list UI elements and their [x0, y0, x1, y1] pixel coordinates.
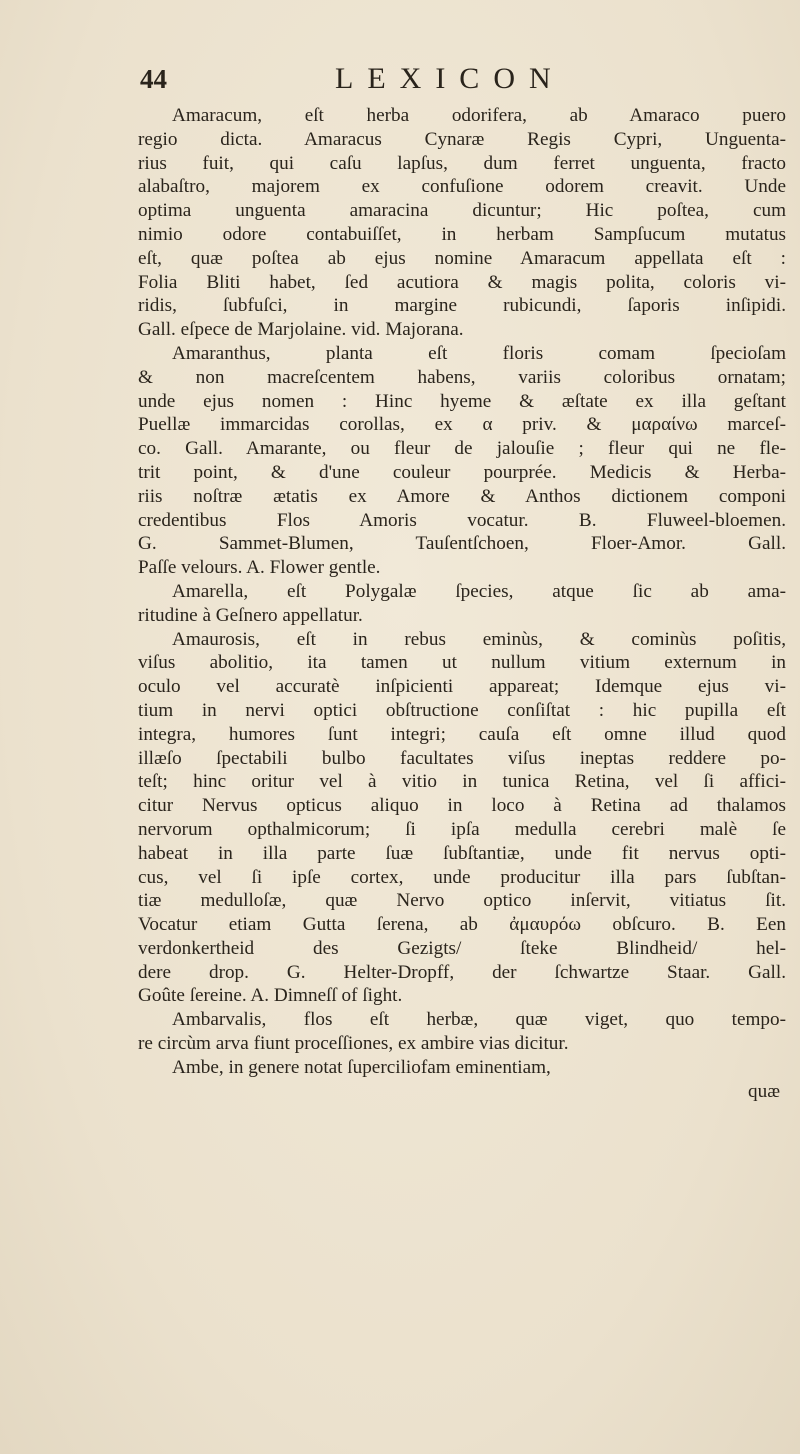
text-line: riis noſtræ ætatis ex Amore & Anthos dictionem componi: [138, 485, 786, 507]
text-line: habeat in illa parte ſuæ ſubſtantiæ, unde fit nervus opti-: [138, 842, 786, 864]
text-line: illæſo ſpectabili bulbo facultates viſus ineptas reddere po-: [138, 747, 786, 769]
text-line: dere drop. G. Helter-Dropff, der ſchwartze Staar. Gall.: [138, 961, 786, 983]
text-line: rius fuit, qui caſu lapſus, dum ferret unguenta, fracto: [138, 152, 786, 174]
text-line: viſus abolitio, ita tamen ut nullum vitium externum in: [138, 652, 786, 674]
text-line: credentibus Flos Amoris vocatur. B. Fluweel-bloemen.: [138, 509, 786, 531]
text-line: optima unguenta amaracina dicuntur; Hic poſtea, cum: [138, 200, 786, 222]
text-line: Folia Bliti habet, ſed acutiora & magis polita, coloris vi-: [138, 271, 786, 293]
text-line: Amaurosis, eſt in rebus eminùs, & cominùs poſitis,: [172, 628, 786, 650]
page-header: [140, 62, 760, 102]
entry-ambarvalis: [138, 1008, 786, 1056]
text-line: Paſſe velours. A. Flower gentle.: [138, 557, 381, 579]
text-line: eſt, quæ poſtea ab ejus nomine Amaracum appellata eſt :: [138, 247, 786, 269]
catchword: quæ: [748, 1080, 780, 1102]
text-line: cus, vel ſi ipſe cortex, unde producitur illa pars ſubſtan-: [138, 866, 786, 888]
text-line: teſt; hinc oritur vel à vitio in tunica Retina, vel ſi affici-: [138, 771, 786, 793]
entry-amarella: [138, 580, 786, 628]
entry-ambe: [138, 1056, 786, 1080]
text-line: integra, humores ſunt integri; cauſa eſt omne illud quod: [138, 723, 786, 745]
text-line: Ambe, in genere notat ſuperciliofam eminentiam,: [172, 1056, 551, 1078]
text-line: Amaracum, eſt herba odorifera, ab Amaraco puero: [172, 105, 786, 126]
text-line: tiæ medulloſæ, quæ Nervo optico inſervit, vitiatus ſit.: [138, 890, 786, 912]
text-line: trit point, & d'une couleur pourprée. Medicis & Herba-: [138, 461, 786, 483]
text-line: Goûte ſereine. A. Dimneſſ of ſight.: [138, 985, 403, 1007]
text-line: nervorum opthalmicorum; ſi ipſa medulla cerebri malè ſe: [138, 818, 786, 840]
text-line: Vocatur etiam Gutta ſerena, ab ἀμαυρόω obſcuro. B. Een: [138, 914, 786, 936]
text-line: citur Nervus opticus aliquo in loco à Retina ad thalamos: [138, 795, 786, 817]
entry-amaranthus: [138, 342, 786, 580]
text-line: Ambarvalis, flos eſt herbæ, quæ viget, quo tempo-: [172, 1009, 786, 1031]
entry-amaurosis: [138, 628, 786, 1009]
text-line: ridis, ſubfuſci, in margine rubicundi, ſaporis inſipidi.: [138, 295, 786, 317]
text-line: Gall. eſpece de Marjolaine. vid. Majorana.: [138, 319, 464, 341]
text-line: G. Sammet-Blumen, Tauſentſchoen, Floer-Amor. Gall.: [138, 533, 786, 555]
text-line: nimio odore contabuiſſet, in herbam Sampſucum mutatus: [138, 223, 786, 245]
entry-amaracum: [138, 104, 786, 342]
running-title: LEXICON: [335, 62, 565, 95]
text-line: & non macreſcentem habens, variis coloribus ornatam;: [138, 366, 786, 388]
text-line: unde ejus nomen : Hinc hyeme & æſtate ex illa geſtant: [138, 390, 786, 412]
lexicon-body: [138, 104, 786, 1103]
text-line: Amarella, eſt Polygalæ ſpecies, atque ſic ab ama-: [172, 580, 786, 602]
text-line: alabaſtro, majorem ex confuſione odorem creavit. Unde: [138, 176, 786, 198]
text-line: co. Gall. Amarante, ou fleur de jalouſie ; fleur qui ne fle-: [138, 438, 786, 460]
text-line: oculo vel accuratè inſpicienti appareat; Idemque ejus vi-: [138, 676, 786, 698]
text-line: verdonkertheid des Gezigts/ ſteke Blindheid/ hel-: [138, 937, 786, 959]
text-line: re circùm arva fiunt proceſſiones, ex ambire vias dicitur.: [138, 1033, 569, 1055]
text-line: ritudine à Geſnero appellatur.: [138, 604, 363, 626]
text-line: Puellæ immarcidas corollas, ex α priv. & μαραίνω marceſ-: [138, 414, 786, 436]
page-number: 44: [140, 64, 167, 94]
text-line: Amaranthus, planta eſt floris comam ſpecioſam: [172, 342, 786, 364]
text-line: tium in nervi optici obſtructione conſiſtat : hic pupilla eſt: [138, 699, 786, 721]
text-line: regio dicta. Amaracus Cynaræ Regis Cypri, Unguenta-: [138, 128, 786, 150]
